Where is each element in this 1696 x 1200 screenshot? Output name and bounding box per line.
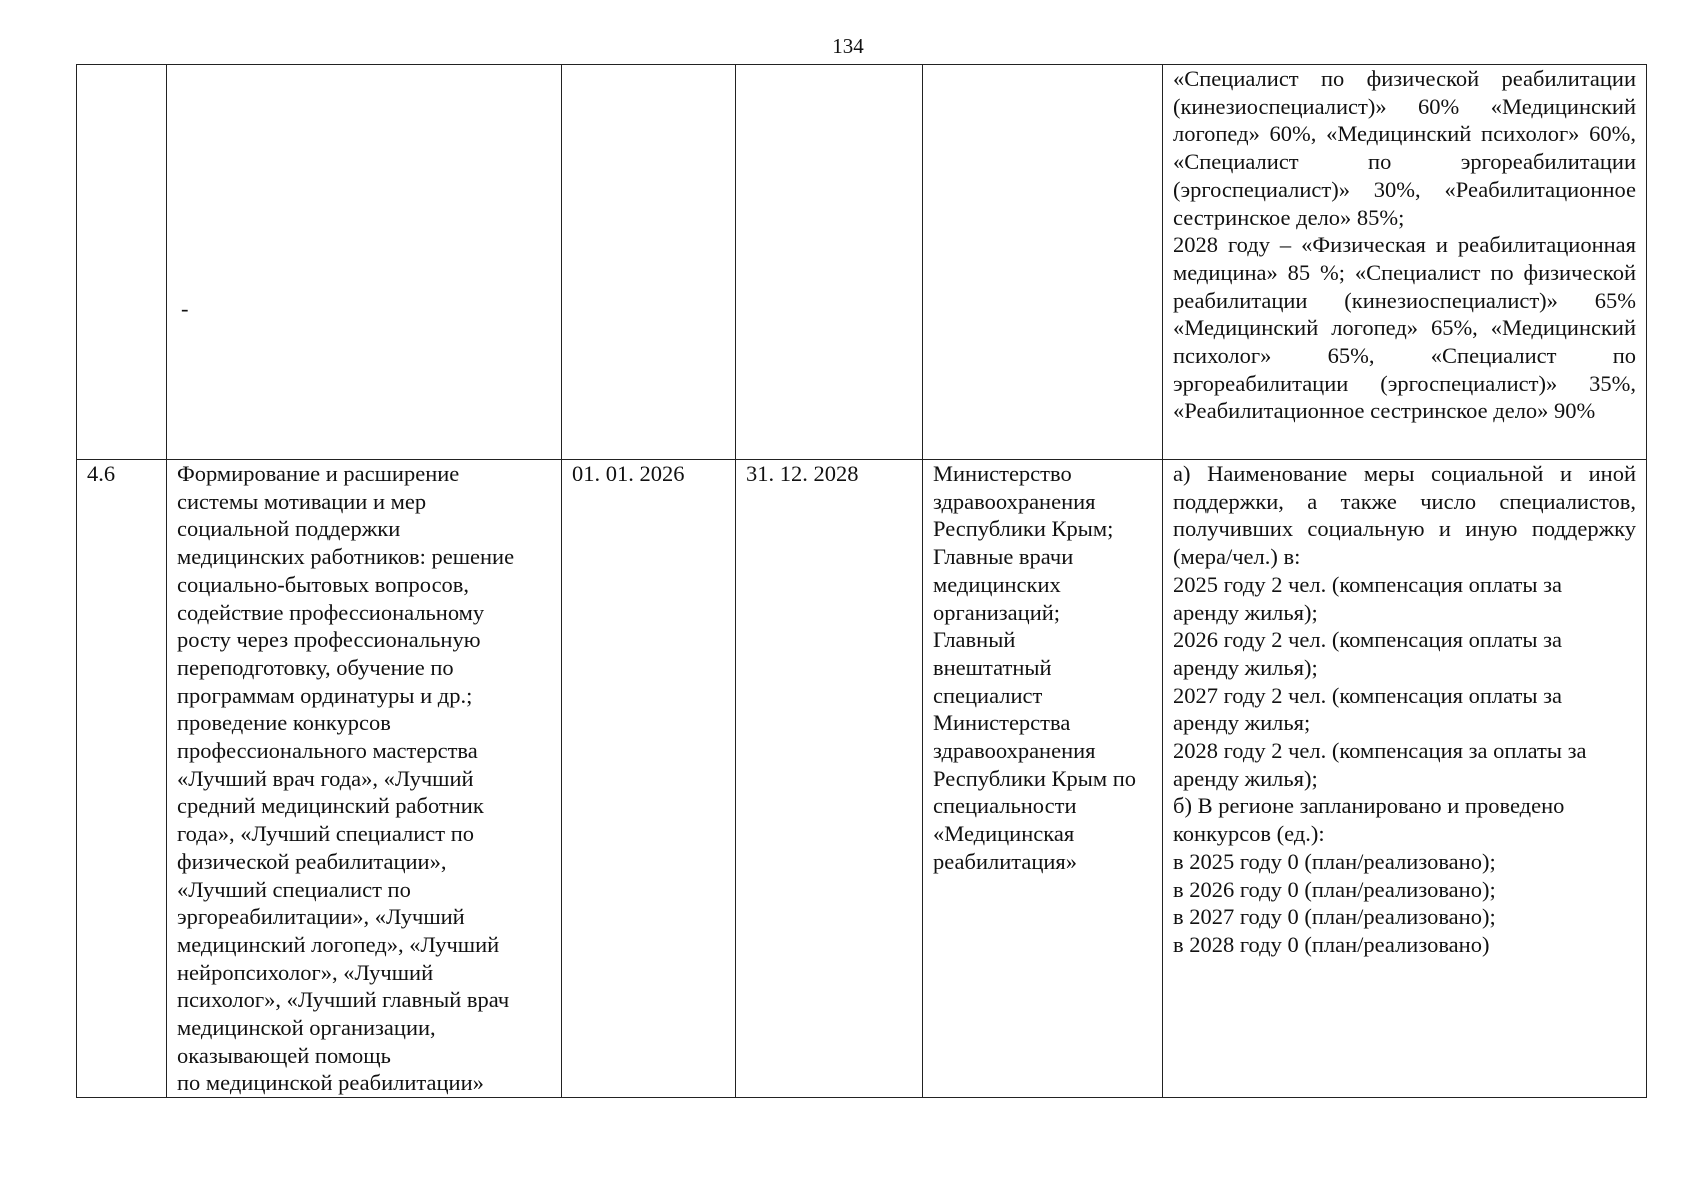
name-line: эргореабилитации», «Лучший <box>177 904 465 930</box>
name-line: «Лучший специалист по <box>177 876 411 902</box>
name-line: психолог», «Лучший главный врач <box>177 987 510 1013</box>
result-line: в 2027 году 0 (план/реализовано); <box>1173 904 1496 930</box>
name-line: профессионального мастерства <box>177 738 478 764</box>
name-line: проведение конкурсов <box>177 710 391 736</box>
name-line: содействие профессиональному <box>177 599 485 625</box>
cell-result <box>1163 460 1647 1098</box>
page-number: 134 <box>832 34 864 58</box>
responsible-line: Главный <box>933 627 1016 653</box>
result-line: конкурсов (ед.): <box>1173 821 1325 847</box>
name-line: медицинской организации, <box>177 1015 436 1041</box>
cell-name <box>167 460 562 1098</box>
result-line: в 2025 году 0 (план/реализовано); <box>1173 848 1496 874</box>
name-line: «Лучший врач года», «Лучший <box>177 765 474 791</box>
result-line: 2026 году 2 чел. (компенсация оплаты за <box>1173 627 1562 653</box>
name-line: Формирование и расширение <box>177 461 460 486</box>
responsible-line: Республики Крым по <box>933 765 1137 791</box>
result-line: в 2028 году 0 (план/реализовано) <box>1173 931 1490 957</box>
responsible-line: Министерство <box>933 461 1072 486</box>
result-line: 2025 году 2 чел. (компенсация оплаты за <box>1173 571 1562 597</box>
result-intro: а) Наименование меры социальной и иной поддержки, а также число специалистов, получивших социальную и иную поддержку (мера/чел.) в: <box>1173 461 1636 570</box>
responsible-line: специалист <box>933 682 1043 708</box>
cell-number <box>77 65 167 460</box>
cell-end-date: 31. 12. 2028 <box>736 460 923 1098</box>
result-line: аренду жилья; <box>1173 710 1311 736</box>
name-line: нейропсихолог», «Лучший <box>177 959 434 985</box>
name-line: системы мотивации и мер <box>177 488 427 514</box>
result-line: аренду жилья); <box>1173 654 1318 680</box>
name-line: физической реабилитации», <box>177 848 447 874</box>
cell-responsible <box>923 460 1163 1098</box>
result-paragraph-2028: 2028 году – «Физическая и реабилитационная медицина» 85 %; «Специалист по физической реабилитации (кинезиоспециалист)» 65% «Медицинский логопед» 65%, «Медицинский психолог» 65%, «Специалист по эргореабилитации (эргоспециалист)» 35%, «Реабилитационное сестринское дело» 90% <box>1173 232 1636 424</box>
name-line: переподготовку, обучение по <box>177 654 454 680</box>
responsible-line: внештатный <box>933 654 1052 680</box>
responsible-line: Министерства <box>933 710 1071 736</box>
cell-start-date <box>562 65 736 460</box>
name-line: по медицинской реабилитации» <box>177 1070 484 1096</box>
name-line: социально-бытовых вопросов, <box>177 571 470 597</box>
responsible-line: Республики Крым; <box>933 516 1114 542</box>
measures-table <box>76 64 1647 1098</box>
responsible-line: организаций; <box>933 599 1061 625</box>
result-line: 2028 году 2 чел. (компенсация за оплаты за <box>1173 738 1587 764</box>
responsible-line: Главные врачи <box>933 544 1074 570</box>
name-line: года», «Лучший специалист по <box>177 821 475 847</box>
name-line: росту через профессиональную <box>177 627 481 653</box>
table-row-continuation <box>77 65 1647 460</box>
table-row-4-6 <box>77 460 1647 1098</box>
cell-responsible <box>923 65 1163 460</box>
name-line: медицинский логопед», «Лучший <box>177 931 500 957</box>
name-line: программам ординатуры и др.; <box>177 682 473 708</box>
result-line: аренду жилья); <box>1173 765 1318 791</box>
cell-start-date: 01. 01. 2026 <box>562 460 736 1098</box>
result-line: в 2026 году 0 (план/реализовано); <box>1173 876 1496 902</box>
responsible-line: здравоохранения <box>933 738 1096 764</box>
result-line: аренду жилья); <box>1173 599 1318 625</box>
cell-result <box>1163 65 1647 460</box>
name-line: медицинских работников: решение <box>177 544 515 570</box>
cell-number: 4.6 <box>77 460 167 1098</box>
name-line: оказывающей помощь <box>177 1042 391 1068</box>
responsible-line: медицинских <box>933 571 1061 597</box>
dash-mark: - <box>181 296 189 321</box>
responsible-line: здравоохранения <box>933 488 1096 514</box>
name-line: социальной поддержки <box>177 516 401 542</box>
responsible-line: «Медицинская <box>933 821 1075 847</box>
name-line: средний медицинский работник <box>177 793 484 819</box>
responsible-line: специальности <box>933 793 1077 819</box>
cell-end-date <box>736 65 923 460</box>
responsible-line: реабилитация» <box>933 848 1078 874</box>
cell-name <box>167 65 562 460</box>
result-paragraph-2027: «Специалист по физической реабилитации (кинезиоспециалист)» 60% «Медицинский логопед» 60%, «Медицинский психолог» 60%, «Специалист по эргореабилитации (эргоспециалист)» 30%, «Реабилитационное сестринское дело» 85%; <box>1173 66 1636 230</box>
result-line: б) В регионе запланировано и проведено <box>1173 793 1565 819</box>
result-line: 2027 году 2 чел. (компенсация оплаты за <box>1173 682 1562 708</box>
